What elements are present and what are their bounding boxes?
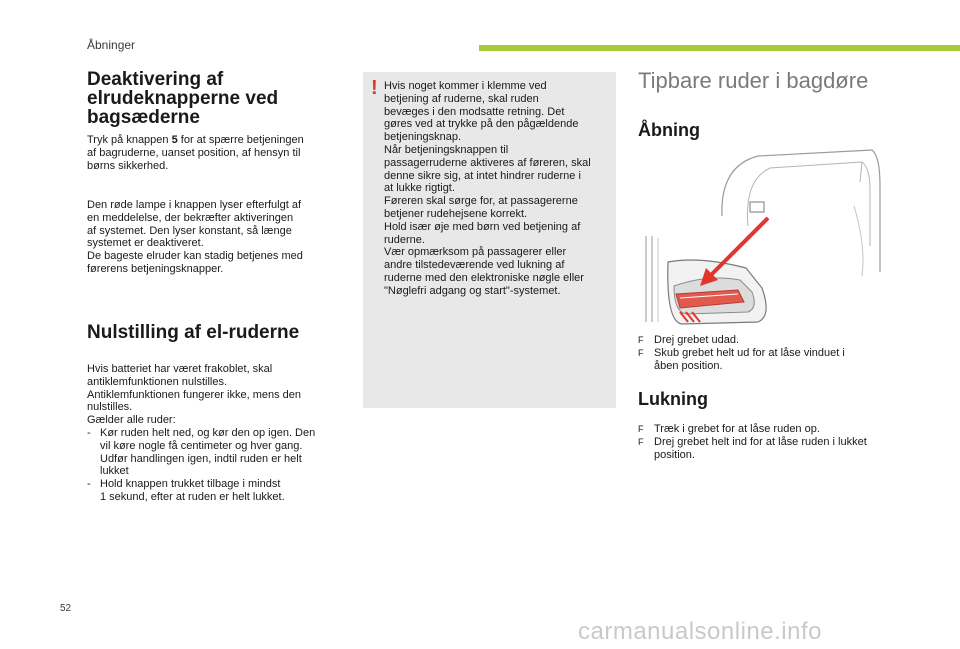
page-number: 52 <box>60 603 72 614</box>
paragraph-reset-intro: Hvis batteriet har været frakoblet, skal antiklemfunktionen nulstilles. Antiklemfunktionen fungerer ikke, mens den nulstilles. Gælder alle ruder: <box>87 363 302 427</box>
warning-icon: ! <box>371 77 378 99</box>
watermark: carmanualsonline.info <box>578 618 822 645</box>
title-closing: Lukning <box>638 389 708 409</box>
section-header: Åbninger <box>87 38 136 52</box>
title-reset-windows: Nulstilling af el-ruderne <box>87 322 300 343</box>
paragraph-red-lamp: Den røde lampe i knappen lyser efterfulgt af en meddelelse, der bekræfter aktiveringen af systemet. Den lyser konstant, så længe systemet er deaktiveret. De bageste elruder kan stadig betjenes med førerens betjeningsknapper. <box>87 199 303 275</box>
warning-text: Hvis noget kommer i klemme ved betjening af ruderne, skal ruden bevæges i den modsatte retning. Det gøres ved at trykke på den pågældende betjeningsknap. Når betjeningsknappen til passagerruderne aktiveres af føreren, skal denne sikre sig, at intet hindrer ruderne i at lukke rigtigt. Føreren skal sørge for, at passagererne betjener rudehejsene korrekt. Hold især øje med børn ved betjening af ruderne. Vær opmærksom på passagerer eller andre tilstedeværende ved lukning af ruderne med den elektroniske nøgle eller "Nøglefri adgang og start"-systemet. <box>384 80 591 297</box>
title-opening: Åbning <box>638 120 700 140</box>
paragraph-deactivation-intro: Tryk på knappen 5 for at spærre betjeningen af bagruderne, uanset position, af hensyn til børns sikkerhed. <box>87 134 304 172</box>
window-latch-illustration <box>640 146 882 326</box>
section-accent-bar <box>479 45 960 51</box>
list-item: - Hold knappen trukket tilbage i mindst 1 sekund, efter at ruden er helt lukket. <box>87 478 285 503</box>
title-deactivation: Deaktivering af elrudeknapperne ved bagsæderne <box>87 69 279 128</box>
section-title-tilting-windows: Tipbare ruder i bagdøre <box>638 68 869 93</box>
list-item: - Kør ruden helt ned, og kør den op igen. Den vil køre nogle få centimeter og hver gang. Udfør handlingen igen, indtil ruden er helt lukket <box>87 427 316 478</box>
reset-steps-list <box>87 427 315 504</box>
